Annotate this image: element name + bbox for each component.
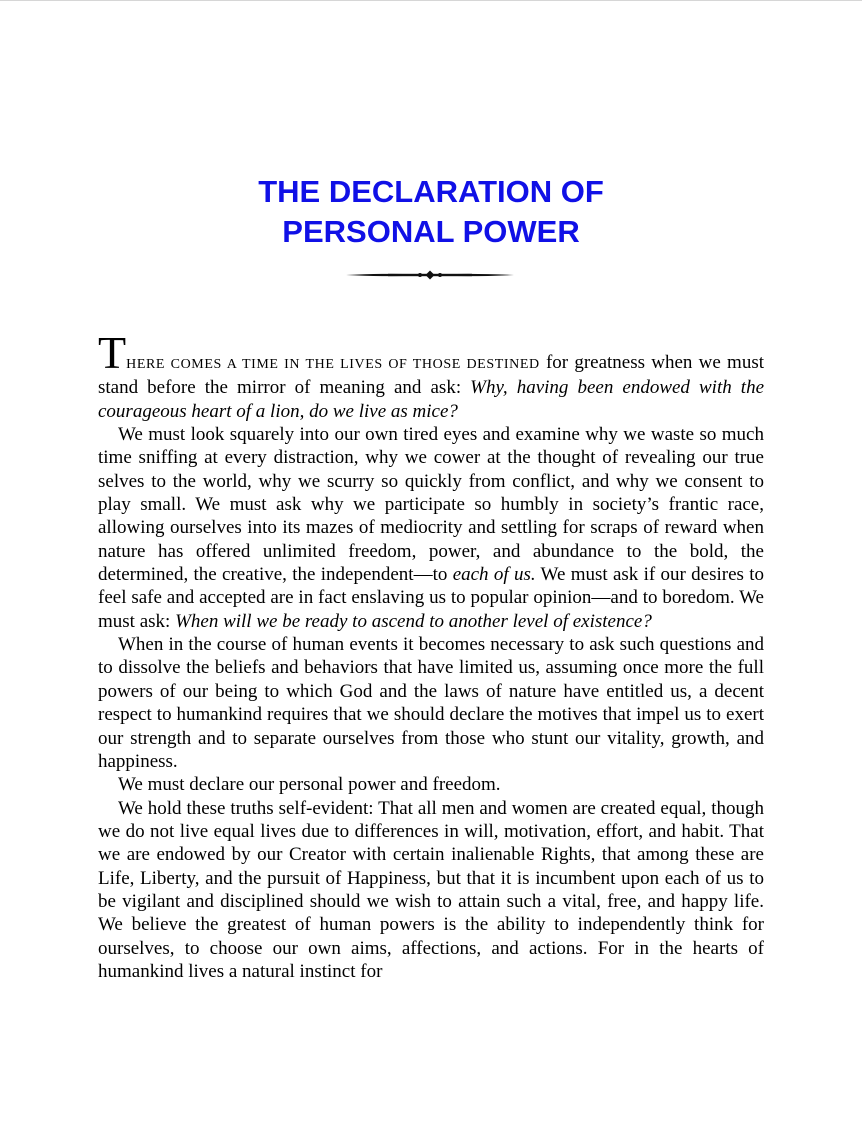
paragraph-2 — [98, 423, 764, 633]
paragraph-2-text-2: We must ask if our desires to feel safe and accepted are in fact enslaving us to popular opinion—and to boredom. We must ask: — [98, 564, 764, 632]
paragraph-2-text-1: We must look squarely into our own tired eyes and examine why we waste so much time sniffing at every distraction, why we cower at the thought of revealing our true selves to the world, why we scurry so quickly from conflict, and why we consent to play small. We must ask why we participate so humbly in society’s frantic race, allowing ourselves into its mazes of mediocrity and settling for scraps of reward when nature has offered unlimited freedom, power, and abundance to the bold, the determined, the creative, the independent—to — [98, 424, 764, 586]
chapter-title — [0, 172, 862, 252]
paragraph-1-italic: Why, having been endowed with the courageous heart of a lion, do we live as mice? — [98, 377, 764, 422]
paragraph-5: We hold these truths self-evident: That all men and women are created equal, though we do not live equal lives due to differences in will, motivation, effort, and habit. That we are endowed by our Creator with certain inalienable Rights, that among these are Life, Liberty, and the pursuit of Happiness, but that it is incumbent upon each of us to be vigilant and disciplined should we wish to attain such a vital, free, and happy life. We believe the greatest of human powers is the ability to independently think for ourselves, to choose our own aims, affections, and actions. For in the hearts of humankind lives a natural instinct for — [98, 797, 764, 982]
paragraph-4: We must declare our personal power and freedom. — [118, 774, 501, 796]
small-caps-lead: HERE COMES A TIME IN THE LIVES OF THOSE DESTINED — [126, 357, 540, 372]
drop-cap: T — [98, 327, 127, 378]
paragraph-3: When in the course of human events it becomes necessary to ask such questions and to dissolve the beliefs and behaviors that have limited us, assuming once more the full powers of our being to which God and the laws of nature have entitled us, a decent respect to humankind requires that we should declare the motives that impel us to exert our strength and to separate ourselves from those who stunt our vitality, growth, and happiness. — [98, 634, 764, 772]
paragraph-1 — [98, 327, 764, 423]
chapter-body — [98, 327, 764, 983]
top-border-line — [0, 0, 862, 1]
paragraph-1-text: for greatness when we must stand before the mirror of meaning and ask: — [98, 352, 764, 399]
paragraph-2-italic-1: each of us. — [452, 564, 536, 586]
chapter-title-line-2: PERSONAL POWER — [282, 214, 580, 249]
paragraph-2-italic-2: When will we be ready to ascend to another level of existence? — [175, 610, 652, 632]
chapter-title-line-1: THE DECLARATION OF — [258, 174, 604, 209]
ornamental-divider-icon — [344, 268, 516, 282]
